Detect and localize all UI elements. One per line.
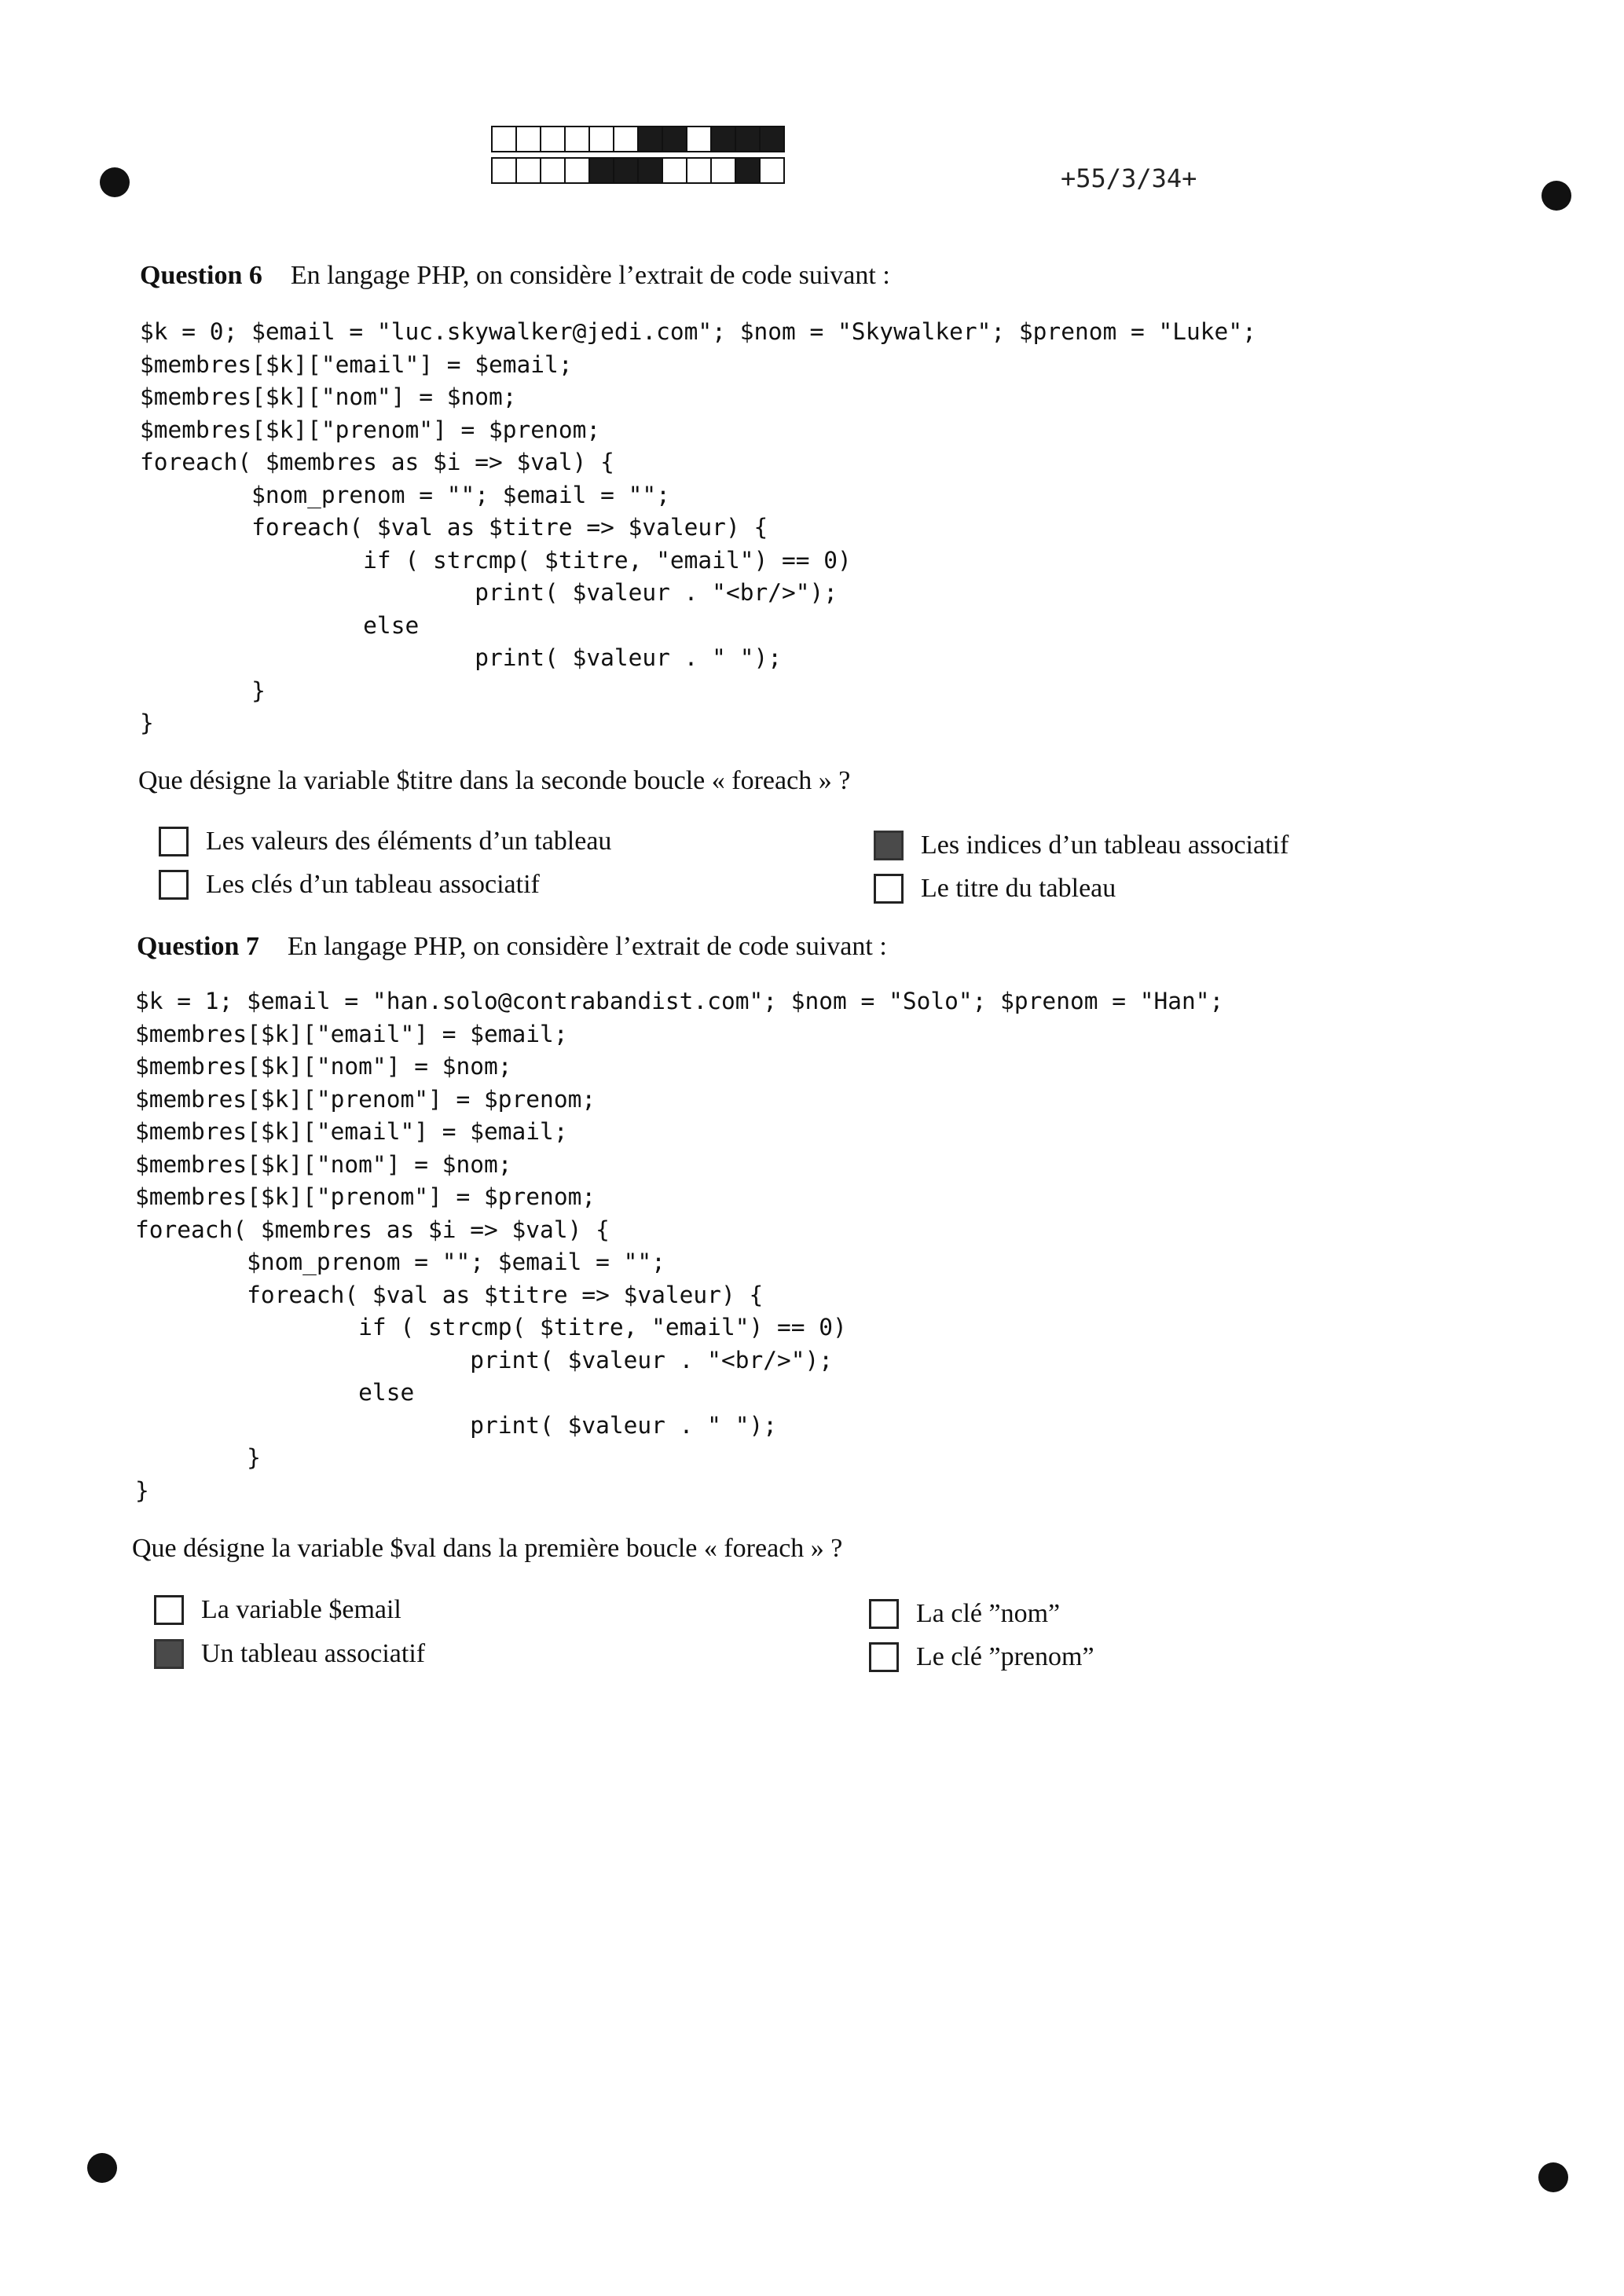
code-grid-cell (735, 126, 761, 152)
answer-checkbox[interactable] (869, 1642, 899, 1672)
code-grid-cell (515, 157, 541, 184)
answer-option[interactable] (874, 874, 1116, 904)
code-grid-cell (613, 126, 639, 152)
answer-option[interactable] (869, 1599, 1060, 1629)
question-intro: En langage PHP, on considère l’extrait de code suivant : (290, 261, 890, 290)
question-intro: En langage PHP, on considère l’extrait de code suivant : (287, 932, 887, 961)
registration-mark-top-left (100, 167, 130, 197)
answer-checkbox[interactable] (874, 874, 904, 904)
code-grid-cell (515, 126, 541, 152)
answer-checkbox[interactable] (869, 1599, 899, 1629)
page-identifier: +55/3/34+ (1061, 163, 1197, 193)
code-grid-cell (662, 126, 687, 152)
registration-mark-bottom-right (1538, 2162, 1568, 2192)
answer-checkbox[interactable] (154, 1639, 184, 1669)
registration-mark-bottom-left (87, 2153, 117, 2183)
question-7-answers (154, 1595, 1427, 1689)
question-7-heading (137, 932, 887, 962)
question-7-prompt: Que désigne la variable $val dans la première boucle « foreach » ? (132, 1534, 843, 1563)
code-grid-cell (686, 126, 712, 152)
answer-checkbox[interactable] (159, 827, 189, 856)
question-6-code: $k = 0; $email = "luc.skywalker@jedi.com"; $nom = "Skywalker"; $prenom = "Luke"; $membres[$k]["email"] = $email; $membres[$k]["nom"] = $nom; $membres[$k]["prenom"] = $prenom; foreach( $membres as $i => $val) { $nom_prenom = ""; $email = ""; foreach( $val as $titre => $valeur) { if ( strcmp( $titre, "email") == 0) print( $valeur . "<br/>"); else print( $valeur . " "); } } (140, 318, 1256, 736)
page-code-grid (491, 126, 804, 189)
answer-label: Les clés d’un tableau associatif (206, 870, 540, 899)
code-grid-cell (540, 157, 566, 184)
code-grid-cell (637, 157, 663, 184)
answer-label: La clé ”nom” (916, 1599, 1061, 1628)
answer-label: Un tableau associatif (201, 1639, 426, 1668)
code-grid-cell (564, 126, 590, 152)
question-number: Question 7 (137, 932, 259, 961)
code-grid-cell (491, 126, 517, 152)
code-grid-cell (735, 157, 761, 184)
answer-option[interactable] (874, 831, 1289, 860)
registration-mark-top-right (1542, 181, 1571, 211)
answer-checkbox[interactable] (159, 870, 189, 900)
question-6-prompt: Que désigne la variable $titre dans la seconde boucle « foreach » ? (138, 766, 851, 795)
code-grid-cell (662, 157, 687, 184)
question-number: Question 6 (140, 261, 262, 290)
code-grid-row-1 (491, 126, 804, 152)
code-grid-cell (759, 126, 785, 152)
answer-option[interactable] (154, 1639, 425, 1669)
answer-option[interactable] (159, 827, 611, 856)
question-6-heading (140, 261, 890, 291)
answer-label: Le clé ”prenom” (916, 1642, 1094, 1671)
answer-label: Les valeurs des éléments d’un tableau (206, 827, 612, 856)
question-6-answers (159, 827, 1432, 921)
answer-label: Le titre du tableau (921, 874, 1116, 903)
code-grid-cell (564, 157, 590, 184)
code-grid-cell (710, 126, 736, 152)
code-grid-cell (710, 157, 736, 184)
code-grid-row-2 (491, 157, 804, 184)
answer-label: La variable $email (201, 1595, 401, 1624)
question-7-code: $k = 1; $email = "han.solo@contrabandist.com"; $nom = "Solo"; $prenom = "Han"; $membres[$k]["email"] = $email; $membres[$k]["nom"] = $nom; $membres[$k]["prenom"] = $prenom; $membres[$k]["email"] = $email; $membres[$k]["nom"] = $nom; $membres[$k]["prenom"] = $prenom; foreach( $membres as $i => $val) { $nom_prenom = ""; $email = ""; foreach( $val as $titre => $valeur) { if ( strcmp( $titre, "email") == 0) print( $valeur . "<br/>"); else print( $valeur . " "); } } (135, 988, 1224, 1504)
answer-option[interactable] (154, 1595, 401, 1625)
answer-checkbox[interactable] (874, 831, 904, 860)
answer-checkbox[interactable] (154, 1595, 184, 1625)
code-grid-cell (540, 126, 566, 152)
answer-option[interactable] (869, 1642, 1094, 1672)
code-grid-cell (588, 157, 614, 184)
code-grid-cell (491, 157, 517, 184)
answer-option[interactable] (159, 870, 540, 900)
code-grid-cell (613, 157, 639, 184)
code-grid-cell (686, 157, 712, 184)
answer-label: Les indices d’un tableau associatif (921, 831, 1289, 860)
code-grid-cell (588, 126, 614, 152)
code-grid-cell (637, 126, 663, 152)
code-grid-cell (759, 157, 785, 184)
